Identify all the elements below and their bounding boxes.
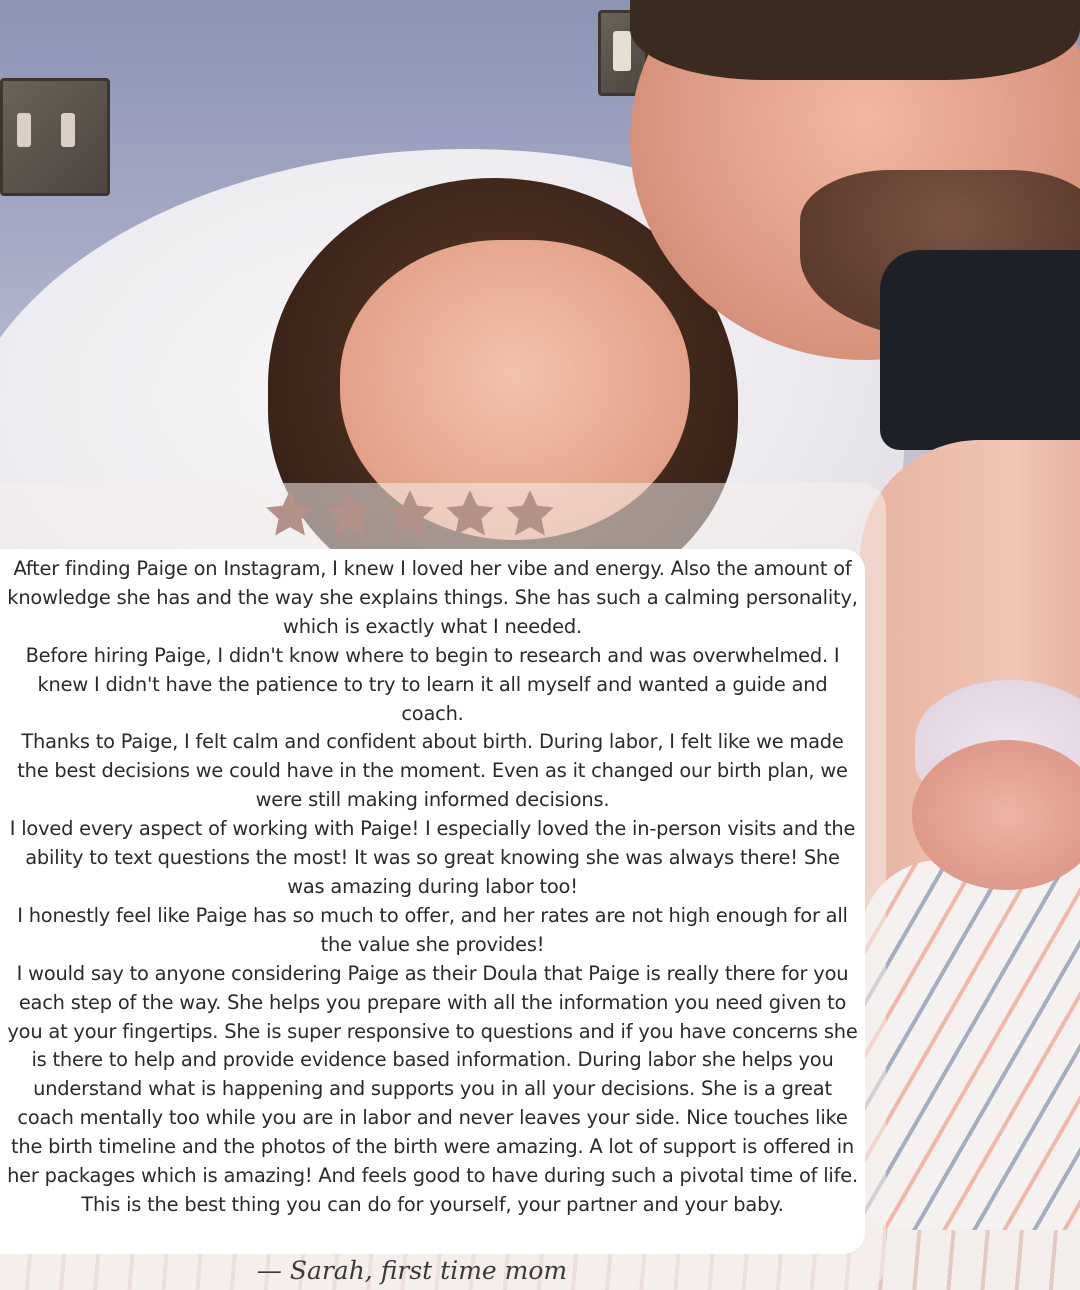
review-paragraph: Before hiring Paige, I didn't know where to begin to research and was overwhelmed. I knew I didn't have the patience to try to learn it all myself and wanted a guide and coach. bbox=[25, 643, 840, 725]
wall-switch-plate bbox=[0, 78, 110, 196]
baby-blanket bbox=[860, 860, 1080, 1290]
star-icon bbox=[442, 486, 498, 542]
review-paragraph: I loved every aspect of working with Paige! I especially loved the in-person visits and the ability to text questions the most! It was so great knowing she was always there! She was amazing during labor too! bbox=[9, 817, 856, 898]
star-icon bbox=[382, 486, 438, 542]
star-rating bbox=[262, 486, 562, 542]
review-paragraph: Thanks to Paige, I felt calm and confident about birth. During labor, I felt like we made the best decisions we could have in the moment. Even as it changed our birth plan, we were still making informed decisions. bbox=[17, 730, 848, 812]
review-paragraph: This is the best thing you can do for yourself, your partner and your baby. bbox=[81, 1192, 784, 1216]
review-text-box bbox=[0, 549, 865, 1254]
review-attribution: — Sarah, first time mom bbox=[256, 1256, 568, 1285]
star-icon bbox=[502, 486, 558, 542]
father-hair bbox=[630, 0, 1080, 80]
star-icon bbox=[262, 486, 318, 542]
review-paragraph: After finding Paige on Instagram, I knew I loved her vibe and energy. Also the amount of knowledge she has and the way she explains things. She has such a calming personality, which is exactly what I needed. bbox=[7, 557, 858, 638]
review-paragraph: I honestly feel like Paige has so much to offer, and her rates are not high enough for all the value she provides! bbox=[17, 903, 848, 956]
review-text bbox=[6, 555, 859, 1220]
review-paragraph: I would say to anyone considering Paige as their Doula that Paige is really there for you each step of the way. She helps you prepare with all the information you need given to you at your fingertips. She is super responsive to questions and if you have concerns she is there to help and provide evidence based information. During labor she helps you understand what is happening and supports you in all your decisions. She is a great coach mentally too while you are in labor and never leaves your side. Nice touches like the birth timeline and the photos of the birth were amazing. A lot of support is offered in her packages which is amazing! And feels good to have during such a pivotal time of life. bbox=[7, 961, 858, 1188]
father-shirt bbox=[880, 250, 1080, 450]
star-icon bbox=[322, 486, 378, 542]
